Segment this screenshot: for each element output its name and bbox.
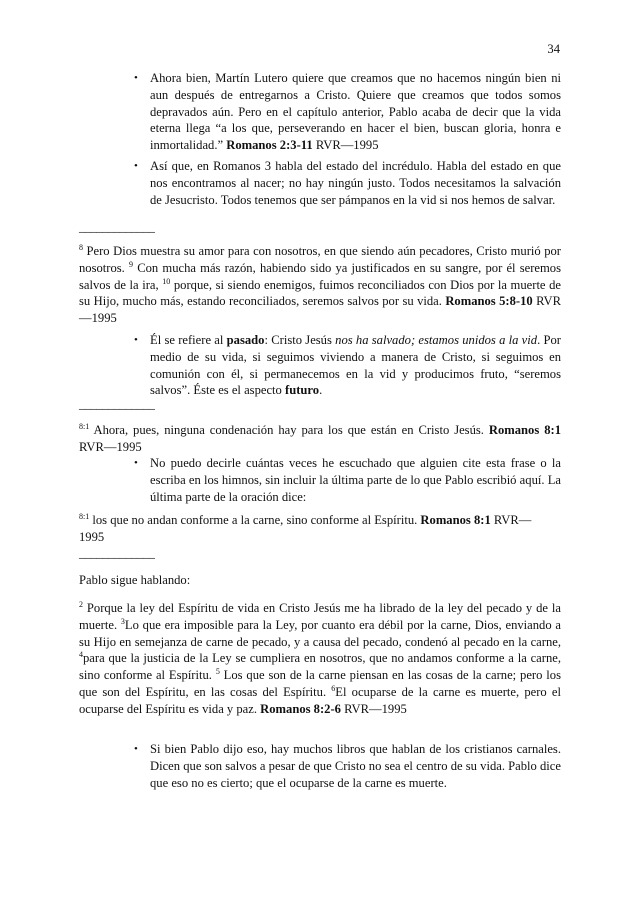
scripture-reference: Romanos 8:1 [488,423,561,437]
verse-text: Los que son de la carne piensan en las cosas de la carne; pero los que son del Espíritu, en las cosas del Espíritu. [79,668,561,699]
bullet-past-future [134,332,561,399]
separator-rule: _____________ [79,397,155,411]
bullet-text: Él se refiere al [150,333,224,347]
separator-rule: _____________ [79,546,155,560]
bullet-text: . [319,383,323,398]
scripture-reference: Romanos 5:8-10 [445,294,533,309]
bible-version: RVR—1995 [79,439,142,454]
verse-number: 8:1 [79,421,90,431]
bullet-text: Ahora bien, Martín Lutero quiere que creamos que no hacemos ningún bien ni aun después de entregarnos a Cristo. Quiere que creamos que todos somos depravados aún. Pero en el capítulo anterior, Pablo acaba de decir que la vida eterna llega “a los que, perseverando en hacer el bien, buscan gloria, honra e inmortalidad.” [150,71,561,153]
verse-number: 4 [79,650,83,660]
bullet-icon: • [134,334,138,346]
bullet-icon: • [134,457,138,469]
verse-text: Porque la ley del Espíritu de vida en Cristo Jesús me ha librado de la ley del pecado y de la muerte. [79,601,561,632]
bible-version: RVR—1995 [79,294,562,326]
verse-text: Pero Dios muestra su amor para con nosotros, en que siendo aún pecadores, Cristo murió por nosotros. [79,244,561,275]
verse-number: 2 [79,599,83,609]
verse-number: 9 [129,259,134,269]
bullet-carnal-christians [134,741,561,791]
bullet-text: No puedo decirle cuántas veces he escuchado que alguien cite esta frase o la escriba en los himnos, sin incluir la última parte de lo que Pablo escribió aquí. La última parte de la oración dice: [150,456,561,504]
bullet-icon: • [134,743,138,755]
bullet-text: Si bien Pablo dijo eso, hay muchos libros que hablan de los cristianos carnales. Dicen que son salvos a pesar de que Cristo no sea el centro de su vida. Pablo dice que eso no es cierto; que el ocuparse de la carne es muerte. [150,742,561,790]
verse-number: 8 [79,242,83,252]
bible-version: RVR—1995 [344,701,407,716]
verse-text: Con mucha más razón, habiendo sido ya justificados en su sangre, por él seremos salvos de la ira, [79,260,561,292]
bullet-luther [134,70,561,154]
page-number: 34 [547,42,560,56]
verse-text: Ahora, pues, ninguna condenación hay para los que están en Cristo Jesús. [89,423,489,437]
scripture-reference: Romanos 8:2-6 [260,701,341,716]
scripture-reference: Romanos 2:3-11 [226,138,313,153]
verse-text: los que no andan conforme a la carne, sino conforme al Espíritu. [89,513,421,527]
bible-version: RVR—1995 [79,513,532,544]
emphasis-italic: nos ha salvado; estamos unidos a la vid [335,333,538,347]
verse-text: para que la justicia de la Ley se cumpliera en nosotros, que no andamos conforme a la carne, sino conforme al Espíritu. [79,651,561,683]
scripture-romans-8-2-6 [79,600,561,718]
bullet-icon: • [134,160,138,172]
scripture-romans-5 [79,243,561,327]
emphasis-past: pasado [226,333,265,347]
bullet-text: . Por medio de su vida, si seguimos viviendo a manera de Cristo, si seguimos en comunión con él, si permanecemos en la vid y producimos fruto, “seremos salvos”. Éste es el aspecto [150,333,561,398]
bullet-text: Así que, en Romanos 3 habla del estado del incrédulo. Habla del estado en que nos encontramos al nacer; no hay ningún justo. Todos necesitamos la salvación de Jesucristo. Todos tenemos que ser pámpanos en la vid si nos hemos de salvar. [150,159,561,207]
bullet-romans3 [134,158,561,208]
verse-number: 8:1 [79,511,90,521]
verse-text: porque, si siendo enemigos, fuimos reconciliados con Dios por la muerte de su Hijo, mucho más, estando reconciliados, seremos salvos por su vida. [79,277,562,309]
emphasis-future: futuro [285,383,320,398]
bullet-icon: • [134,72,138,84]
bullet-hymns [134,455,561,505]
bullet-text: : Cristo Jesús [264,333,332,347]
scripture-romans-8-1 [79,422,561,456]
verse-number: 10 [162,276,171,286]
verse-text: El ocuparse de la carne es muerte, pero el ocuparse del Espíritu es vida y paz. [79,684,561,716]
verse-text: Lo que era imposible para la Ley, por cuanto era débil por la carne, Dios, enviando a su Hijo en semejanza de carne de pecado, y a causa del pecado, condenó al pecado en la carne, [79,617,561,649]
scripture-romans-8-1-second-part [79,512,549,546]
scripture-reference: Romanos 8:1 [420,513,491,527]
verse-number: 3 [120,616,125,626]
separator-rule: _____________ [79,220,155,234]
verse-number: 5 [215,667,220,676]
paragraph-pablo: Pablo sigue hablando: [79,573,191,587]
bible-version: RVR—1995 [315,138,379,153]
verse-number: 6 [331,683,336,693]
